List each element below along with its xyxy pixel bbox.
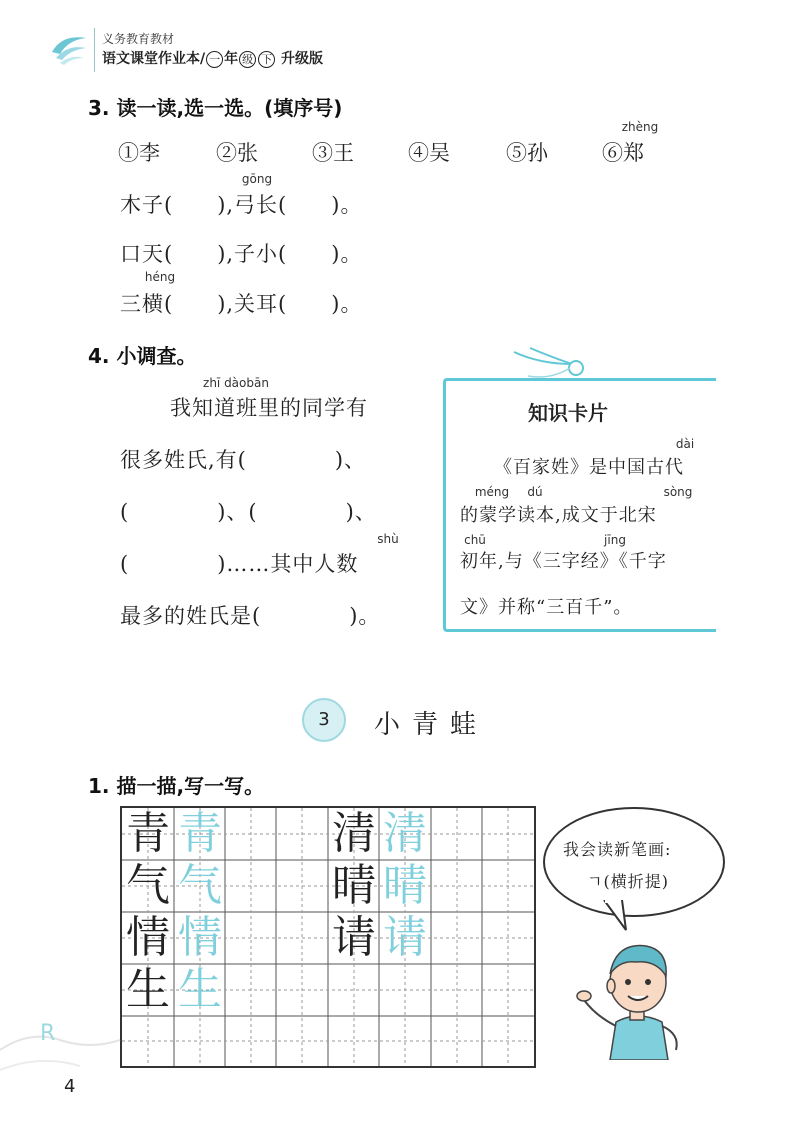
pinyin-shu: shù xyxy=(377,532,399,546)
riddle-row-2: 口天( ),子小( )。 xyxy=(120,242,363,266)
trace-char: 清 xyxy=(383,808,427,859)
trace-char: 情 xyxy=(178,912,222,963)
model-char: 情 xyxy=(126,912,170,963)
card-line-4: 文》并称“三百千”。 xyxy=(460,597,633,618)
trace-char: 请 xyxy=(383,912,427,963)
survey-line-5: 最多的姓氏是( )。 xyxy=(120,604,381,628)
card-line-1: 《百家姓》是中国古代 xyxy=(494,457,684,478)
pinyin-chu: chū xyxy=(464,533,486,547)
option-2: ②张 xyxy=(216,141,258,165)
riddle-row-1: 木子( ),弓长( )。 xyxy=(120,193,363,217)
publisher-logo-icon xyxy=(48,30,90,70)
survey-line-3: ( )、( )、 xyxy=(120,500,377,524)
model-char: 青 xyxy=(126,808,170,859)
knowledge-card xyxy=(443,378,716,632)
pinyin-jing: jīng xyxy=(604,533,626,547)
model-char: 请 xyxy=(332,912,376,963)
survey-line-4: ( )……其中人数 xyxy=(120,552,359,576)
question-1-title: 1. 描一描,写一写。 xyxy=(88,774,265,798)
book-title: 语文课堂作业本/ 一 年 级 下 升级版 xyxy=(102,51,323,67)
model-char: 晴 xyxy=(332,860,376,911)
survey-line-2: 很多姓氏,有( )、 xyxy=(120,448,367,472)
pinyin-heng: héng xyxy=(144,270,176,284)
pinyin-meng: méng xyxy=(474,485,510,499)
svg-text:R: R xyxy=(40,1021,56,1046)
pinyin-dai: dài xyxy=(675,437,695,451)
survey-line-1: 我知道班里的同学有 xyxy=(170,396,368,420)
pinyin-du: dú xyxy=(527,485,543,499)
pinyin-zhidaoban: zhī dàobān xyxy=(203,376,269,390)
pinyin-zheng: zhèng xyxy=(621,120,659,134)
lesson-number-badge: 3 xyxy=(302,698,346,742)
bubble-line-2: ㄱ(横折提) xyxy=(587,872,669,891)
option-3: ③王 xyxy=(312,141,354,165)
option-6: ⑥郑 xyxy=(602,141,644,165)
stroke-symbol: ㄱ xyxy=(587,872,604,891)
card-title: 知识卡片 xyxy=(528,401,608,425)
card-line-2: 的蒙学读本,成文于北宋 xyxy=(460,505,657,526)
boy-illustration-icon xyxy=(576,930,700,1060)
option-4: ④吴 xyxy=(408,141,450,165)
question-4-title: 4. 小调查。 xyxy=(88,344,197,368)
option-5: ⑤孙 xyxy=(506,141,548,165)
bubble-tail-icon xyxy=(600,900,630,934)
model-char: 清 xyxy=(332,808,376,859)
lesson-title: 小青蛙 xyxy=(374,710,489,740)
writing-grid xyxy=(120,806,536,1068)
trace-char: 生 xyxy=(178,964,222,1015)
trace-char: 晴 xyxy=(383,860,427,911)
riddle-row-3: 三横( ),关耳( )。 xyxy=(120,292,363,316)
pinyin-gong: gōng xyxy=(241,172,273,186)
trace-char: 气 xyxy=(178,860,222,911)
option-1: ①李 xyxy=(118,141,160,165)
series-label: 义务教育教材 xyxy=(102,32,175,46)
model-char: 气 xyxy=(126,860,170,911)
model-char: 生 xyxy=(126,964,170,1015)
question-3-title: 3. 读一读,选一选。(填序号) xyxy=(88,96,343,120)
pinyin-song: sòng xyxy=(663,485,693,499)
page-number: 4 xyxy=(64,1076,76,1097)
card-line-3: 初年,与《三字经》《千字 xyxy=(460,551,667,572)
speech-bubble xyxy=(543,807,725,917)
trace-char: 青 xyxy=(178,808,222,859)
bubble-line-1: 我会读新笔画: xyxy=(563,840,672,859)
header-divider xyxy=(94,28,95,72)
